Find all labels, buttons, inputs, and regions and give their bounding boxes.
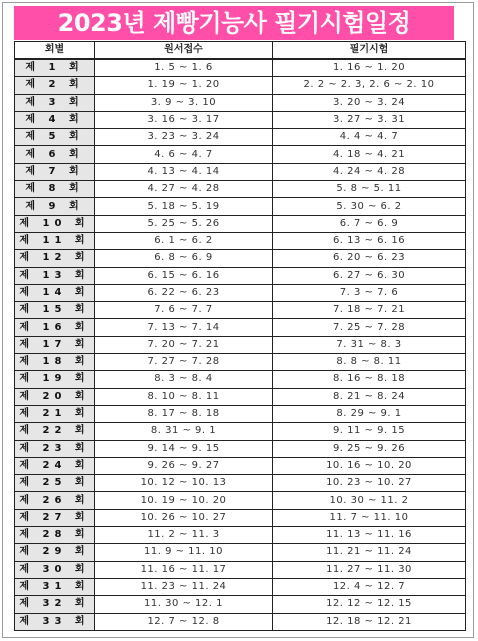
round-cell: 제 15 회: [15, 302, 95, 319]
written-exam-period-cell: 8. 16 ~ 8. 18: [273, 371, 466, 388]
written-exam-period-cell: 12. 12 ~ 12. 15: [273, 596, 466, 613]
round-cell: 제 12 회: [15, 250, 95, 267]
written-exam-period-cell: 11. 27 ~ 11. 30: [273, 561, 466, 578]
application-period-cell: 10. 12 ~ 10. 13: [95, 475, 273, 492]
round-cell: 제 26 회: [15, 492, 95, 509]
application-period-cell: 9. 26 ~ 9. 27: [95, 457, 273, 474]
written-exam-period-cell: 6. 7 ~ 6. 9: [273, 215, 466, 232]
written-exam-period-cell: 7. 3 ~ 7. 6: [273, 284, 466, 301]
application-period-cell: 8. 3 ~ 8. 4: [95, 371, 273, 388]
application-period-cell: 10. 26 ~ 10. 27: [95, 509, 273, 526]
table-row: [15, 544, 466, 561]
round-cell: 제 21 회: [15, 405, 95, 422]
table-row: [15, 354, 466, 371]
round-cell: 제 2 회: [15, 77, 95, 94]
written-exam-period-cell: 5. 8 ~ 5. 11: [273, 181, 466, 198]
application-period-cell: 11. 16 ~ 11. 17: [95, 561, 273, 578]
application-period-cell: 7. 13 ~ 7. 14: [95, 319, 273, 336]
table-row: [15, 371, 466, 388]
application-period-cell: 11. 30 ~ 12. 1: [95, 596, 273, 613]
application-period-cell: 6. 22 ~ 6. 23: [95, 284, 273, 301]
written-exam-period-cell: 2. 2 ~ 2. 3, 2. 6 ~ 2. 10: [273, 77, 466, 94]
written-exam-period-cell: 3. 20 ~ 3. 24: [273, 94, 466, 111]
table-row: [15, 94, 466, 111]
page-title: 2023년 제빵기능사 필기시험일정: [14, 6, 454, 40]
application-period-cell: 6. 1 ~ 6. 2: [95, 232, 273, 249]
table-row: [15, 232, 466, 249]
written-exam-period-cell: 12. 18 ~ 12. 21: [273, 613, 466, 631]
application-period-cell: 3. 23 ~ 3. 24: [95, 129, 273, 146]
round-cell: 제 29 회: [15, 544, 95, 561]
round-cell: 제 17 회: [15, 336, 95, 353]
round-cell: 제 22 회: [15, 423, 95, 440]
table-row: [15, 475, 466, 492]
written-exam-period-cell: 4. 4 ~ 4. 7: [273, 129, 466, 146]
round-cell: 제 13 회: [15, 267, 95, 284]
round-cell: 제 10 회: [15, 215, 95, 232]
written-exam-period-cell: 4. 24 ~ 4. 28: [273, 163, 466, 180]
round-cell: 제 8 회: [15, 181, 95, 198]
written-exam-period-cell: 12. 4 ~ 12. 7: [273, 578, 466, 595]
application-period-cell: 11. 9 ~ 11. 10: [95, 544, 273, 561]
round-cell: 제 16 회: [15, 319, 95, 336]
written-exam-period-cell: 10. 23 ~ 10. 27: [273, 475, 466, 492]
application-period-cell: 1. 19 ~ 1. 20: [95, 77, 273, 94]
written-exam-period-cell: 9. 25 ~ 9. 26: [273, 440, 466, 457]
application-period-cell: 5. 18 ~ 5. 19: [95, 198, 273, 215]
application-period-cell: 4. 13 ~ 4. 14: [95, 163, 273, 180]
written-exam-period-cell: 7. 18 ~ 7. 21: [273, 302, 466, 319]
application-period-cell: 8. 10 ~ 8. 11: [95, 388, 273, 405]
table-row: [15, 613, 466, 631]
table-row: [15, 146, 466, 163]
written-exam-period-cell: 6. 20 ~ 6. 23: [273, 250, 466, 267]
header-round: 회별: [15, 42, 95, 60]
round-cell: 제 18 회: [15, 354, 95, 371]
table-row: [15, 423, 466, 440]
application-period-cell: 3. 16 ~ 3. 17: [95, 111, 273, 128]
round-cell: 제 3 회: [15, 94, 95, 111]
table-row: [15, 302, 466, 319]
table-row: [15, 181, 466, 198]
table-row: [15, 250, 466, 267]
written-exam-period-cell: 4. 18 ~ 4. 21: [273, 146, 466, 163]
table-row: [15, 509, 466, 526]
table-row: [15, 215, 466, 232]
header-application: 원서접수: [95, 42, 273, 60]
round-cell: 제 30 회: [15, 561, 95, 578]
application-period-cell: 4. 6 ~ 4. 7: [95, 146, 273, 163]
application-period-cell: 8. 17 ~ 8. 18: [95, 405, 273, 422]
table-header-row: [15, 42, 466, 60]
application-period-cell: 3. 9 ~ 3. 10: [95, 94, 273, 111]
table-row: [15, 111, 466, 128]
application-period-cell: 6. 15 ~ 6. 16: [95, 267, 273, 284]
round-cell: 제 14 회: [15, 284, 95, 301]
round-cell: 제 9 회: [15, 198, 95, 215]
table-row: [15, 284, 466, 301]
written-exam-period-cell: 11. 21 ~ 11. 24: [273, 544, 466, 561]
application-period-cell: 12. 7 ~ 12. 8: [95, 613, 273, 631]
application-period-cell: 11. 23 ~ 11. 24: [95, 578, 273, 595]
application-period-cell: 11. 2 ~ 11. 3: [95, 527, 273, 544]
round-cell: 제 4 회: [15, 111, 95, 128]
table-row: [15, 336, 466, 353]
written-exam-period-cell: 5. 30 ~ 6. 2: [273, 198, 466, 215]
round-cell: 제 28 회: [15, 527, 95, 544]
application-period-cell: 6. 8 ~ 6. 9: [95, 250, 273, 267]
round-cell: 제 27 회: [15, 509, 95, 526]
round-cell: 제 19 회: [15, 371, 95, 388]
application-period-cell: 8. 31 ~ 9. 1: [95, 423, 273, 440]
written-exam-period-cell: 10. 16 ~ 10. 20: [273, 457, 466, 474]
written-exam-period-cell: 6. 13 ~ 6. 16: [273, 232, 466, 249]
written-exam-period-cell: 6. 27 ~ 6. 30: [273, 267, 466, 284]
round-cell: 제 25 회: [15, 475, 95, 492]
round-cell: 제 11 회: [15, 232, 95, 249]
round-cell: 제 31 회: [15, 578, 95, 595]
written-exam-period-cell: 7. 31 ~ 8. 3: [273, 336, 466, 353]
table-row: [15, 388, 466, 405]
round-cell: 제 1 회: [15, 59, 95, 77]
table-row: [15, 578, 466, 595]
round-cell: 제 7 회: [15, 163, 95, 180]
table-row: [15, 561, 466, 578]
round-cell: 제 6 회: [15, 146, 95, 163]
application-period-cell: 4. 27 ~ 4. 28: [95, 181, 273, 198]
application-period-cell: 10. 19 ~ 10. 20: [95, 492, 273, 509]
written-exam-period-cell: 11. 7 ~ 11. 10: [273, 509, 466, 526]
application-period-cell: 5. 25 ~ 5. 26: [95, 215, 273, 232]
application-period-cell: 7. 27 ~ 7. 28: [95, 354, 273, 371]
written-exam-period-cell: 8. 29 ~ 9. 1: [273, 405, 466, 422]
application-period-cell: 7. 20 ~ 7. 21: [95, 336, 273, 353]
table-row: [15, 457, 466, 474]
application-period-cell: 7. 6 ~ 7. 7: [95, 302, 273, 319]
written-exam-period-cell: 11. 13 ~ 11. 16: [273, 527, 466, 544]
table-row: [15, 163, 466, 180]
written-exam-period-cell: 1. 16 ~ 1. 20: [273, 59, 466, 77]
round-cell: 제 32 회: [15, 596, 95, 613]
table-row: [15, 527, 466, 544]
round-cell: 제 33 회: [15, 613, 95, 631]
written-exam-period-cell: 7. 25 ~ 7. 28: [273, 319, 466, 336]
table-row: [15, 319, 466, 336]
table-row: [15, 440, 466, 457]
table-row: [15, 129, 466, 146]
written-exam-period-cell: 8. 21 ~ 8. 24: [273, 388, 466, 405]
table-row: [15, 59, 466, 77]
table-row: [15, 405, 466, 422]
application-period-cell: 1. 5 ~ 1. 6: [95, 59, 273, 77]
written-exam-period-cell: 10. 30 ~ 11. 2: [273, 492, 466, 509]
application-period-cell: 9. 14 ~ 9. 15: [95, 440, 273, 457]
written-exam-period-cell: 3. 27 ~ 3. 31: [273, 111, 466, 128]
written-exam-period-cell: 8. 8 ~ 8. 11: [273, 354, 466, 371]
round-cell: 제 5 회: [15, 129, 95, 146]
round-cell: 제 20 회: [15, 388, 95, 405]
exam-schedule-table: [14, 41, 466, 631]
round-cell: 제 23 회: [15, 440, 95, 457]
table-row: [15, 267, 466, 284]
header-written-exam: 필기시험: [273, 42, 466, 60]
table-row: [15, 596, 466, 613]
table-row: [15, 77, 466, 94]
table-row: [15, 492, 466, 509]
table-row: [15, 198, 466, 215]
round-cell: 제 24 회: [15, 457, 95, 474]
written-exam-period-cell: 9. 11 ~ 9. 15: [273, 423, 466, 440]
